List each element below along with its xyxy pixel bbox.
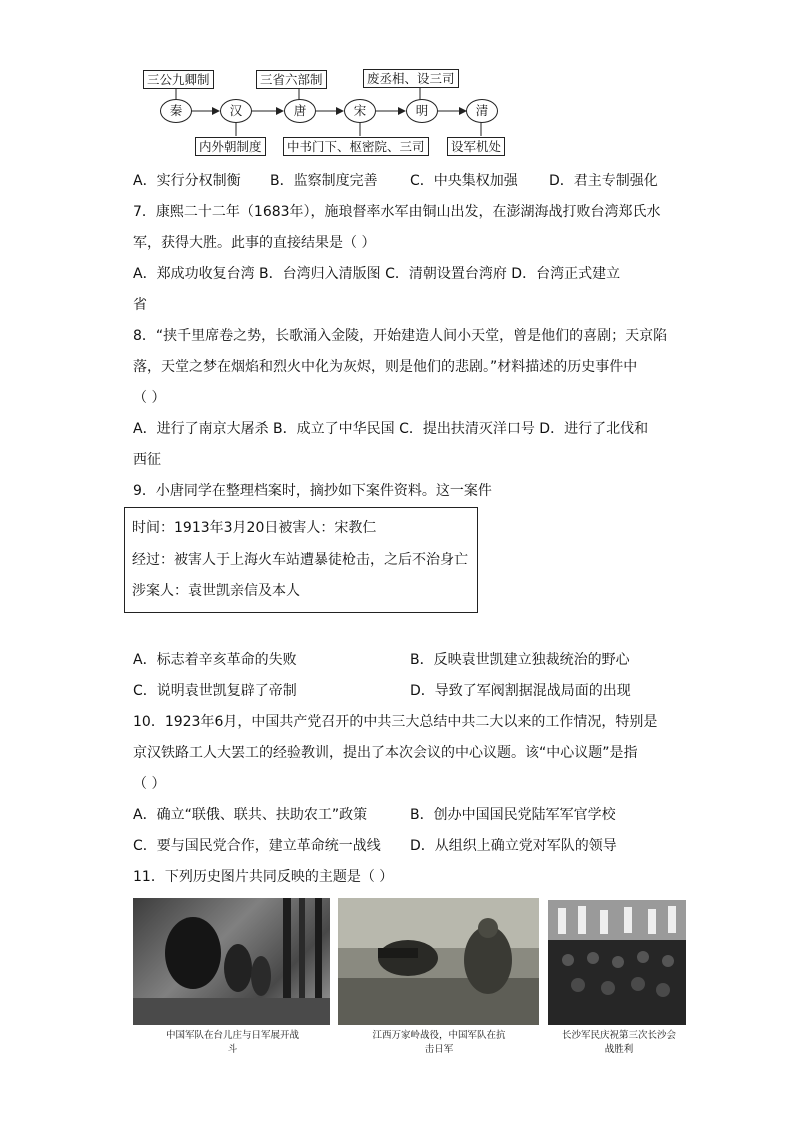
q8-stem-line2: 落，天堂之梦在烟焰和烈火中化为灰烬，则是他们的悲剧。”材料描述的历史事件中 xyxy=(133,359,638,375)
q8-options-line2: 西征 xyxy=(133,452,161,468)
q10-option-d: D．从组织上确立党对军队的领导 xyxy=(410,838,617,854)
dynasty-ming: 明 xyxy=(406,99,438,123)
caption-photo3: 长沙军民庆祝第三次长沙会战胜利 xyxy=(561,1030,676,1055)
q9-option-a: A．标志着辛亥革命的失败 xyxy=(133,652,297,668)
q6-option-d: D．君主专制强化 xyxy=(549,173,658,189)
case-time: 时间：1913年3月20日被害人：宋教仁 xyxy=(132,520,377,536)
q10-option-c: C．要与国民党合作，建立革命统一战线 xyxy=(133,838,381,854)
q7-stem-line1: 7．康熙二十二年（1683年），施琅督率水军由铜山出发，在澎湖海战打败台湾郑氏水 xyxy=(133,204,661,220)
q9-option-c: C．说明袁世凯复辟了帝制 xyxy=(133,683,297,699)
label-tang: 三省六部制 xyxy=(256,70,327,89)
photo-taierzhuang-battle xyxy=(133,898,330,1025)
label-qing: 设军机处 xyxy=(447,137,505,156)
case-suspect: 涉案人：袁世凯亲信及本人 xyxy=(132,583,300,599)
q10-stem-line3: （ ） xyxy=(133,776,166,792)
label-ming: 废丞相、设三司 xyxy=(363,69,459,88)
label-qin: 三公九卿制 xyxy=(143,70,214,89)
q9-option-b: B．反映袁世凯建立独裁统治的野心 xyxy=(410,652,630,668)
q7-options-line1: A．郑成功收复台湾 B．台湾归入清版图 C．清朝设置台湾府 D．台湾正式建立 xyxy=(133,266,621,282)
photo-taierzhuang-figures xyxy=(133,898,330,1025)
q6-option-c: C．中央集权加强 xyxy=(410,173,518,189)
dynasty-qin: 秦 xyxy=(160,99,192,123)
caption-photo2: 江西万家岭战役，中国军队在抗击日军 xyxy=(372,1030,506,1055)
q10-option-a: A．确立“联俄、联共、扶助农工”政策 xyxy=(133,807,368,823)
q10-stem-line1: 10．1923年6月，中国共产党召开的中共三大总结中共二大以来的工作情况，特别是 xyxy=(133,714,658,730)
photo-changsha-crowd xyxy=(548,900,686,1025)
photo-changsha-celebration xyxy=(548,900,686,1025)
q6-option-a: A．实行分权制衡 xyxy=(133,173,241,189)
case-process: 经过：被害人于上海火车站遭暴徒枪击，之后不治身亡 xyxy=(132,552,468,568)
dynasty-song: 宋 xyxy=(344,99,376,123)
q9-option-d: D．导致了军阀割据混战局面的出现 xyxy=(410,683,631,699)
q10-option-b: B．创办中国国民党陆军军官学校 xyxy=(410,807,616,823)
q7-options-line2: 省 xyxy=(133,297,147,313)
q8-stem-line1: 8．“挟千里席卷之势，长歌涌入金陵，开始建造人间小天堂，曾是他们的喜剧；天京陷 xyxy=(133,328,668,344)
dynasty-qing: 清 xyxy=(466,99,498,123)
q9-stem: 9．小唐同学在整理档案时，摘抄如下案件资料。这一案件 xyxy=(133,483,492,499)
dynasty-han: 汉 xyxy=(220,99,252,123)
q8-stem-line3: （ ） xyxy=(133,390,166,406)
q7-stem-line2: 军，获得大胜。此事的直接结果是（ ） xyxy=(133,235,376,251)
label-han: 内外朝制度 xyxy=(195,137,266,156)
q11-stem: 11．下列历史图片共同反映的主题是（ ） xyxy=(133,869,394,885)
photo-wanjialing-figures xyxy=(338,898,539,1025)
q6-option-b: B．监察制度完善 xyxy=(270,173,378,189)
dynasty-tang: 唐 xyxy=(284,99,316,123)
q10-stem-line2: 京汉铁路工人大罢工的经验教训，提出了本次会议的中心议题。该“中心议题”是指 xyxy=(133,745,638,761)
caption-photo1: 中国军队在台儿庄与日军展开战斗 xyxy=(165,1030,299,1055)
label-song: 中书门下、枢密院、三司 xyxy=(283,137,429,156)
photo-wanjialing-battle xyxy=(338,898,539,1025)
q8-options-line1: A．进行了南京大屠杀 B．成立了中华民国 C．提出扶清灭洋口号 D．进行了北伐和 xyxy=(133,421,649,437)
